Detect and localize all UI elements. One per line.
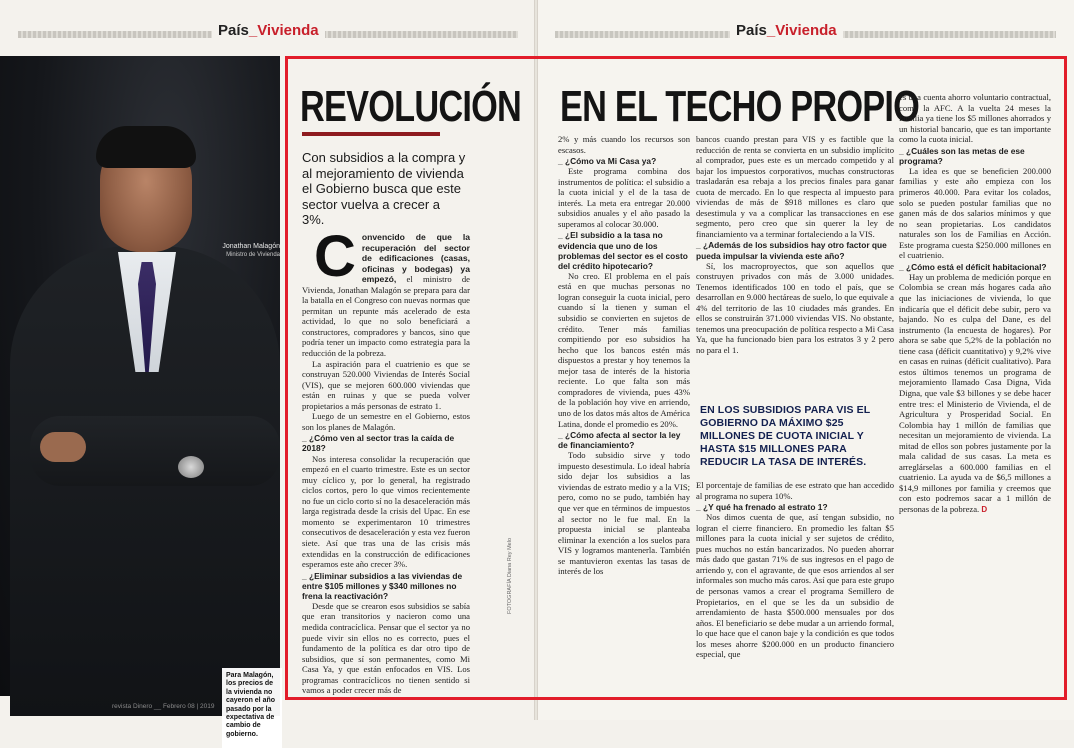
paragraph: Luego de un semestre en el Gobierno, estos son los planes de Malagón. (302, 411, 470, 432)
interview-question: _ ¿Eliminar subsidios a las viviendas de entre $105 millones y $340 millones no frena la reactivación? (302, 570, 463, 601)
section-label-left (212, 22, 325, 39)
paragraph: bancos cuando prestan para VIS y es factible que la reducción de renta se convierta en un subsidio implícito al comprador, pues este es un mercado competido y al bajar los impuestos corporativos, muchas constructoras trasladarán esa rebaja a los precios finales para ganar cuota de mercado. En lo que respecta al impuesto para viviendas de más de $918 millones es claro que desestimula y va a complicar las transacciones en ese segmento, pero creo que sin querer la ley de financiamiento va a terminar fortaleciendo a la VIS. (696, 134, 894, 239)
lead-rest: el ministro de Vivienda, Jonathan Malagón se prepara para dar la batalla en el Congreso con nuevas normas que permitan un repunte más acelerado de esta actividad, lo que no solo beneficiará a constructores, compradores y bancos, sino que podría tener un impacto como estrategia para la reducción de la pobreza. (302, 274, 470, 359)
article-column-1 (302, 224, 470, 696)
interview-question: _ ¿Y qué ha frenado al estrato 1? (696, 502, 828, 513)
paragraph: 2% y más cuando los recursos son escasos. (558, 134, 690, 155)
footer-left: revista Dinero __ Febrero 08 | 2019 (112, 703, 215, 710)
interview-question: _ ¿Cómo ven al sector tras la caída de 2018? (302, 433, 455, 454)
caption-role: Ministro de Vivienda (226, 252, 280, 258)
photo-sidebox: Para Malagón, los precios de la vivienda no cayeron el año pasado por la expectativa de cambio de gobierno. (222, 668, 282, 748)
paragraph (899, 272, 1051, 516)
photo-credit: FOTOGRAFÍA Diana Rey Melo (507, 537, 513, 614)
dropcap: C (314, 224, 356, 289)
paragraph: Nos interesa consolidar la recuperación que empezó en el cuarto trimestre. Este es un sector muy cíclico y, por lo general, ha registrado ciclos cortos, pero lo que vimos recientemente no fue un ciclo corto sí no la desaceleración más larga registrada desde la crisis del Upac. En ese momento se experimentaron 10 trimestres consecutivos de desaceleración y esta vez fueron siete. Así que tras una de las crisis más extendidas en la construcción de edificaciones esperamos este año crecer 3%. (302, 453, 470, 570)
paragraph: El porcentaje de familias de ese estrato que han accedido al programa no supera 10%. (696, 480, 894, 501)
paragraph: Este programa combina dos instrumentos de política: el subsidio a la cuota inicial y el de la tasa de interés. La meta era entregar 20.000 subsidios anuales y el año pasado la superamos al colocar 30.000. (558, 166, 690, 229)
interview-question: _ ¿El subsidio a la tasa no evidencia que uno de los problemas del sector es el costo del crédito hipotecario? (558, 230, 688, 271)
right-header (537, 22, 1074, 46)
subsection-name: _Vivienda (766, 22, 837, 39)
paragraph: Sí, los macroproyectos, que son aquellos que construyen privados con más de 3.000 unidades. Tenemos identificados 100 en todo el país, que se desarrollan en 9.000 hectáreas de suelo, lo que equivale a 4% del territorio de las 10 ciudades más grandes. En ellos se construirán 371.000 viviendas VIS. No obstante, tenemos una preocupación de política respecto a Mi Casa Ya, que ha funcionado bien para los estratos 3 y 2 pero no para el 1. (696, 260, 894, 356)
article-column-2 (558, 134, 690, 577)
watch-shape (178, 456, 204, 478)
headline-part-2: EN EL TECHO PROPIO (560, 82, 920, 131)
article-column-4 (899, 92, 1051, 516)
lead-intro: onvencido de que la recuperación del sector de edificaciones (casas, oficinas y bodegas) ya empezó, (361, 232, 470, 285)
section-name: País (736, 22, 767, 39)
pull-quote: EN LOS SUBSIDIOS PARA VIS EL GOBIERNO DA MÁXIMO $25 MILLONES DE CUOTA INICIAL Y HASTA $15 MILLONES PARA REDUCIR LA TASA DE INTERÉS. (700, 404, 871, 468)
end-of-article-mark: D (981, 504, 988, 514)
paragraph: Desde que se crearon esos subsidios se sabía que eran transitorios y nacieron como una medida contracíclica. Pensar que el sector ya no puede vivir sin ellos no es correcto, pues el fundamento de la política es dar otro tipo de subsidios, que sí son permanentes, como Mi Casa Ya, y que están enfocados en VIS. Los programas contracíclicos no tienen sentido si vamos a poder crecer más de (302, 600, 470, 696)
paragraph: Todo subsidio sirve y todo impuesto desestimula. Lo ideal habría sido dejar los subsidios a las viviendas de estrato medio y a la VIS; pero, como no se pudo, también hay que ver que en términos de impuestos al sector no le fue mal. En la propuesta inicial se planteaba eliminar la exención a los suelos para VIS y logramos mantenerla. También se mantuvieron exentas las tasas de interés de los (558, 450, 690, 577)
paragraph-text: Hay un problema de medición porque en Colombia se crean más hogares cada año que las iniciaciones de vivienda, lo que indicaría que el déficit debe subir, pero va bajando. No es culpa del Dane, es del instrumento (la encuesta de hogares). Por ahora se sabe que 5,2% de la población no tiene casa (déficit cuantitativo) y 9,2% vive en casas en ruinas (déficit cualitativo). Para estos últimos tenemos un programa de mejoramiento llamado Casa Digna, Vida Digna, que vale $3 billones y se debe hacer entre tres: el Ministerio de Vivienda, el de Agricultura y Prosperidad Social. En Colombia hay 1 millón de familias que necesitan un mejoramiento de vivienda. La mitad de ellos son pobres justamente por la mala calidad de sus casas. La meta es arreglárselas a 600.000 familias en el cuatrienio. La ayuda va de $6,5 millones a $14,9 millones por familia y creemos que con esto podremos sacar a 1 millón de personas de la pobreza. (899, 271, 1051, 514)
headline-part-1: REVOLUCIÓN (300, 82, 522, 131)
hand-shape (40, 432, 86, 462)
article-column-3-continued (696, 480, 894, 660)
photo-caption (196, 243, 280, 259)
interview-question: _ ¿Cómo afecta al sector la ley de financiamiento? (558, 430, 681, 451)
headline-rule (302, 132, 440, 136)
article-deck: Con subsidios a la compra y al mejoramiento de vivienda el Gobierno busca que este sector vuelva a crecer a 3%. (302, 150, 466, 227)
paragraph: No creo. El problema en el país está en que muchas personas no logran conseguir la cuota inicial, pero cuando sí la tienen y suman el subsidio se convierten en sujetos de crédito. Tener más familias compitiendo por eso subsidios ha hecho que los bancos estén más dispuestos a prestar y hoy tenemos la mejor tasa de interés de la historia reciente. Lo que falta son más compradores de vivienda, pues 43% de la población hoy vive en arriendo, uno de los datos más altos de América Latina, donde el promedio es 20%. (558, 270, 690, 429)
lead-paragraph (302, 224, 470, 359)
interview-question: _ ¿Cuáles son las metas de ese programa? (899, 145, 1025, 166)
article-column-3 (696, 134, 894, 356)
interview-question: _ ¿Cómo está el déficit habitacional? (899, 261, 1047, 272)
paragraph: Nos dimos cuenta de que, así tengan subsidio, no logran el cierre financiero. En promedio les faltan $5 millones para la cuota inicial y ser sujetos de crédito, pues muchos no están bancarizados. No pueden ahorrar más dado que gastan 71% de sus ingresos en el pago de arriendo y, con el agravante, de que esos arriendos al ser informales son mucho más caros. Así que para este grupo de personas vamos a crear el programa Semillero de Propietarios, en el que se les da un subsidio de arrendamiento de hasta $500.000 mensuales por dos años. El beneficiario se debe mudar a un arriendo formal, lo que hace que el canon baje y la condición es que todos los meses ahorre $200.000 en un producto financiero especial, que (696, 512, 894, 660)
section-label-right (730, 22, 843, 39)
subsection-name: _Vivienda (248, 22, 319, 39)
paragraph: es una cuenta ahorro voluntario contractual, como la AFC. A la vuelta 24 meses la familia ya tiene los $5 millones ahorrados y un historial bancario, que es tan importante como la cuota inicial. (899, 92, 1051, 145)
caption-name: Jonathan Malagón (222, 243, 280, 250)
interview-question: _ ¿Cómo va Mi Casa ya? (558, 156, 657, 167)
section-name: País (218, 22, 249, 39)
left-header (0, 22, 536, 46)
interview-question: _ ¿Además de los subsidios hay otro factor que pueda impulsar la vivienda este año? (696, 240, 887, 261)
paragraph: La aspiración para el cuatrienio es que se construyan 520.000 Viviendas de Interés Social (VIS), que se mejoren 600.000 viviendas que están en ruinas y que se pueda volver propietarios a más personas de estrato 1. (302, 358, 470, 411)
hair-shape (96, 126, 196, 168)
paragraph: La idea es que se beneficien 200.000 familias y este año empieza con los primeros 40.000. Para evitar los colados, solo se pueden postular familias que no ganen más de dos salarios mínimos y que no sean propietarias. Los candidatos naturales son los de Familias en Acción. Este programa cuesta $250.000 millones en el cuatrienio. (899, 165, 1051, 261)
